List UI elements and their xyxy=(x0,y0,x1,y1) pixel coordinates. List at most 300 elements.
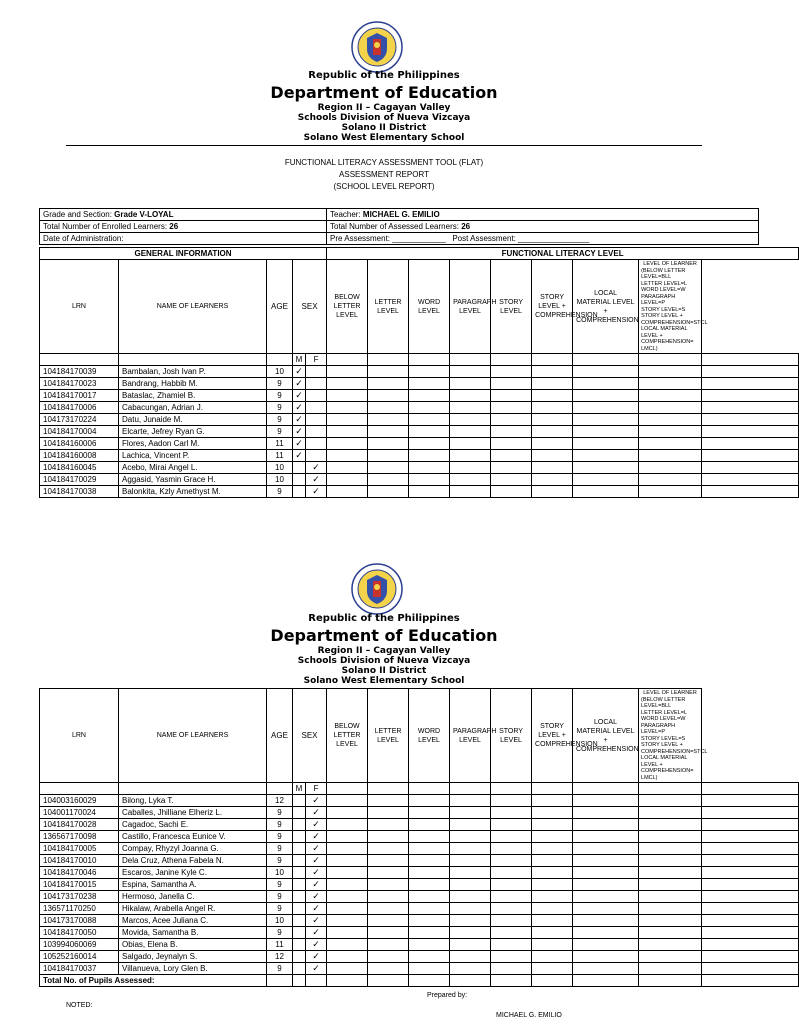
learner-name: Bataslac, Zhamiel B. xyxy=(119,390,267,402)
level-cell xyxy=(368,366,409,378)
level-cell xyxy=(368,795,409,807)
level-cell xyxy=(573,819,639,831)
learner-age: 9 xyxy=(267,843,293,855)
learner-sex-f xyxy=(306,378,327,390)
level-cell xyxy=(491,903,532,915)
department-title: Department of Education xyxy=(270,626,498,645)
level-cell xyxy=(368,426,409,438)
level-cell xyxy=(409,891,450,903)
level-cell xyxy=(491,867,532,879)
col-word: WORD LEVEL xyxy=(409,689,450,783)
learner-sex-m xyxy=(293,891,306,903)
col-story: STORY LEVEL xyxy=(491,689,532,783)
enrolled-cell: Total Number of Enrolled Learners: 26 xyxy=(40,221,327,233)
level-cell xyxy=(368,450,409,462)
level-cell xyxy=(532,426,573,438)
level-cell xyxy=(368,843,409,855)
level-cell xyxy=(450,915,491,927)
level-cell xyxy=(532,462,573,474)
col-letter: LETTER LEVEL xyxy=(368,260,409,354)
col-sex: SEX xyxy=(293,689,327,783)
learner-lrn: 104184170046 xyxy=(40,867,119,879)
level-cell xyxy=(491,402,532,414)
level-cell xyxy=(491,939,532,951)
level-cell xyxy=(409,843,450,855)
level-cell xyxy=(702,903,799,915)
learner-age: 12 xyxy=(267,951,293,963)
report-title-line3: (SCHOOL LEVEL REPORT) xyxy=(333,182,435,191)
level-cell xyxy=(532,939,573,951)
learner-lrn: 104173170088 xyxy=(40,915,119,927)
col-name: NAME OF LEARNERS xyxy=(119,260,267,354)
level-cell xyxy=(327,807,368,819)
level-cell xyxy=(639,867,702,879)
level-cell xyxy=(327,450,368,462)
level-cell xyxy=(573,903,639,915)
learner-age: 9 xyxy=(267,378,293,390)
learner-sex-m xyxy=(293,963,306,975)
col-lrn: LRN xyxy=(40,689,119,783)
level-cell xyxy=(409,474,450,486)
learner-sex-f: ✓ xyxy=(306,819,327,831)
level-cell xyxy=(532,438,573,450)
learner-lrn: 104184170017 xyxy=(40,390,119,402)
learner-name: Villanueva, Lory Glen B. xyxy=(119,963,267,975)
level-cell xyxy=(639,438,702,450)
level-cell xyxy=(702,831,799,843)
learner-name: Castillo, Francesca Eunice V. xyxy=(119,831,267,843)
level-cell xyxy=(702,378,799,390)
learner-sex-f: ✓ xyxy=(306,963,327,975)
level-cell xyxy=(368,879,409,891)
level-cell xyxy=(573,486,639,498)
learner-rows-page2 xyxy=(40,795,799,975)
total-label: Total No. of Pupils Assessed: xyxy=(40,975,267,987)
level-cell xyxy=(491,843,532,855)
level-cell xyxy=(573,795,639,807)
level-cell xyxy=(368,462,409,474)
level-cell xyxy=(491,795,532,807)
level-cell xyxy=(409,831,450,843)
level-cell xyxy=(573,807,639,819)
grade-section-cell: Grade and Section: Grade V-LOYAL xyxy=(40,209,327,221)
level-cell xyxy=(532,807,573,819)
learner-lrn: 104184170037 xyxy=(40,963,119,975)
level-cell xyxy=(639,939,702,951)
level-cell xyxy=(702,366,799,378)
sex-m-label: M xyxy=(293,354,306,366)
learner-row xyxy=(40,795,799,807)
learner-sex-m xyxy=(293,807,306,819)
level-cell xyxy=(639,843,702,855)
learner-age: 9 xyxy=(267,426,293,438)
learner-age: 10 xyxy=(267,474,293,486)
level-cell xyxy=(409,855,450,867)
learner-row xyxy=(40,450,799,462)
level-cell xyxy=(368,963,409,975)
level-cell xyxy=(573,402,639,414)
level-cell xyxy=(639,951,702,963)
level-cell xyxy=(409,462,450,474)
learner-row xyxy=(40,807,799,819)
learner-sex-m xyxy=(293,819,306,831)
learner-age: 9 xyxy=(267,903,293,915)
level-cell xyxy=(368,927,409,939)
col-story: STORY LEVEL xyxy=(491,260,532,354)
total-row xyxy=(40,975,799,987)
level-cell xyxy=(573,462,639,474)
learner-sex-m: ✓ xyxy=(293,390,306,402)
level-cell xyxy=(639,366,702,378)
level-cell xyxy=(573,867,639,879)
level-cell xyxy=(532,867,573,879)
level-cell xyxy=(532,891,573,903)
level-cell xyxy=(327,879,368,891)
learner-sex-f: ✓ xyxy=(306,831,327,843)
learner-sex-m xyxy=(293,867,306,879)
level-cell xyxy=(491,807,532,819)
level-cell xyxy=(450,390,491,402)
learner-row xyxy=(40,366,799,378)
level-cell xyxy=(639,462,702,474)
level-cell xyxy=(702,927,799,939)
level-cell xyxy=(409,915,450,927)
level-cell xyxy=(409,879,450,891)
sex-subheader-row xyxy=(40,354,799,366)
level-cell xyxy=(409,939,450,951)
learner-sex-m: ✓ xyxy=(293,450,306,462)
level-cell xyxy=(532,819,573,831)
level-cell xyxy=(532,450,573,462)
learner-name: Aggasid, Yasmin Grace H. xyxy=(119,474,267,486)
level-cell xyxy=(532,951,573,963)
learner-lrn: 104001170024 xyxy=(40,807,119,819)
level-cell xyxy=(450,963,491,975)
division-label: Schools Division of Nueva Vizcaya xyxy=(297,113,471,123)
district-label: Solano II District xyxy=(341,666,427,676)
level-cell xyxy=(702,438,799,450)
level-cell xyxy=(327,390,368,402)
level-cell xyxy=(702,891,799,903)
level-cell xyxy=(702,819,799,831)
level-cell xyxy=(702,807,799,819)
learner-age: 11 xyxy=(267,450,293,462)
level-cell xyxy=(450,486,491,498)
level-cell xyxy=(409,414,450,426)
learner-name: Hermoso, Janella C. xyxy=(119,891,267,903)
division-label: Schools Division of Nueva Vizcaya xyxy=(297,656,471,666)
level-cell xyxy=(702,843,799,855)
level-cell xyxy=(450,795,491,807)
learner-lrn: 104184160006 xyxy=(40,438,119,450)
level-cell xyxy=(327,486,368,498)
level-cell xyxy=(639,819,702,831)
region-label: Region II – Cagayan Valley xyxy=(317,646,451,656)
learner-sex-m: ✓ xyxy=(293,402,306,414)
level-cell xyxy=(409,963,450,975)
level-cell xyxy=(327,951,368,963)
level-legend: LEVEL OF LEARNER (BELOW LETTER LEVEL=BLL LETTER LEVEL=L WORD LEVEL=W PARAGRAPH LEVEL=P STORY LEVEL=S STORY LEVEL + COMPREHENSION=STCL LOCAL MATERIAL LEVEL + COMPREHENSION= LMCL) xyxy=(639,260,702,354)
department-title: Department of Education xyxy=(270,83,498,102)
learner-age: 9 xyxy=(267,807,293,819)
level-cell xyxy=(327,927,368,939)
learner-sex-m xyxy=(293,879,306,891)
learner-age: 10 xyxy=(267,462,293,474)
learner-age: 9 xyxy=(267,414,293,426)
level-cell xyxy=(450,855,491,867)
learner-sex-f: ✓ xyxy=(306,462,327,474)
learner-row xyxy=(40,831,799,843)
level-cell xyxy=(409,951,450,963)
level-cell xyxy=(368,867,409,879)
level-cell xyxy=(368,891,409,903)
learner-lrn: 104184170039 xyxy=(40,366,119,378)
level-cell xyxy=(702,462,799,474)
level-cell xyxy=(639,402,702,414)
col-name: NAME OF LEARNERS xyxy=(119,689,267,783)
level-cell xyxy=(639,486,702,498)
learner-name: Escaros, Janine Kyle C. xyxy=(119,867,267,879)
learner-sex-m xyxy=(293,903,306,915)
learner-row xyxy=(40,879,799,891)
col-below-letter: BELOW LETTER LEVEL xyxy=(327,689,368,783)
learner-row xyxy=(40,891,799,903)
learner-name: Elcarte, Jefrey Ryan G. xyxy=(119,426,267,438)
level-cell xyxy=(702,414,799,426)
level-cell xyxy=(409,426,450,438)
level-cell xyxy=(327,867,368,879)
level-cell xyxy=(327,366,368,378)
learner-sex-m xyxy=(293,915,306,927)
level-cell xyxy=(450,903,491,915)
level-cell xyxy=(491,927,532,939)
level-cell xyxy=(702,951,799,963)
learner-name: Acebo, Mirai Angel L. xyxy=(119,462,267,474)
level-cell xyxy=(639,426,702,438)
learner-row xyxy=(40,414,799,426)
level-cell xyxy=(702,474,799,486)
report-title xyxy=(0,157,768,193)
level-cell xyxy=(409,438,450,450)
level-cell xyxy=(573,939,639,951)
sex-f-label: F xyxy=(306,783,327,795)
level-cell xyxy=(639,390,702,402)
level-cell xyxy=(702,450,799,462)
level-cell xyxy=(409,378,450,390)
sex-subheader-row xyxy=(40,783,799,795)
level-cell xyxy=(532,903,573,915)
level-cell xyxy=(409,819,450,831)
col-age: AGE xyxy=(267,260,293,354)
level-cell xyxy=(573,438,639,450)
level-legend: LEVEL OF LEARNER (BELOW LETTER LEVEL=BLL LETTER LEVEL=L WORD LEVEL=W PARAGRAPH LEVEL=P STORY LEVEL=S STORY LEVEL + COMPREHENSION=STCL LOCAL MATERIAL LEVEL + COMPREHENSION= LMCL) xyxy=(639,689,702,783)
level-cell xyxy=(639,903,702,915)
learner-sex-m xyxy=(293,855,306,867)
district-label: Solano II District xyxy=(341,123,427,133)
level-cell xyxy=(702,426,799,438)
level-cell xyxy=(491,378,532,390)
learner-lrn: 104184170028 xyxy=(40,819,119,831)
learner-row xyxy=(40,963,799,975)
learner-row xyxy=(40,951,799,963)
learner-name: Espina, Samantha A. xyxy=(119,879,267,891)
level-cell xyxy=(450,831,491,843)
level-cell xyxy=(450,891,491,903)
level-cell xyxy=(702,855,799,867)
sex-f-label: F xyxy=(306,354,327,366)
learner-sex-f xyxy=(306,438,327,450)
level-cell xyxy=(409,927,450,939)
level-cell xyxy=(450,414,491,426)
level-cell xyxy=(702,402,799,414)
level-cell xyxy=(450,450,491,462)
level-cell xyxy=(639,807,702,819)
learner-sex-f xyxy=(306,450,327,462)
learner-sex-f: ✓ xyxy=(306,951,327,963)
learner-sex-f: ✓ xyxy=(306,486,327,498)
level-cell xyxy=(532,390,573,402)
learner-sex-f: ✓ xyxy=(306,855,327,867)
learner-row xyxy=(40,903,799,915)
info-table xyxy=(39,208,759,245)
level-cell xyxy=(532,843,573,855)
level-cell xyxy=(573,927,639,939)
learner-sex-f: ✓ xyxy=(306,474,327,486)
learner-lrn: 104184170015 xyxy=(40,879,119,891)
level-cell xyxy=(327,903,368,915)
learner-row xyxy=(40,426,799,438)
level-cell xyxy=(639,963,702,975)
level-cell xyxy=(573,474,639,486)
learner-age: 9 xyxy=(267,963,293,975)
col-paragraph: PARAGRAPH LEVEL xyxy=(450,260,491,354)
functional-level-header: FUNCTIONAL LITERACY LEVEL xyxy=(327,248,799,260)
learner-row xyxy=(40,462,799,474)
admin-date-cell: Date of Administration: xyxy=(40,233,327,245)
learner-lrn: 104184170050 xyxy=(40,927,119,939)
level-cell xyxy=(573,426,639,438)
level-cell xyxy=(573,843,639,855)
learner-row xyxy=(40,378,799,390)
level-cell xyxy=(450,879,491,891)
learner-sex-m xyxy=(293,474,306,486)
republic-label: Republic of the Philippines xyxy=(308,613,460,624)
learner-sex-m xyxy=(293,462,306,474)
level-cell xyxy=(491,879,532,891)
learner-sex-f: ✓ xyxy=(306,795,327,807)
report-title-line1: FUNCTIONAL LITERACY ASSESSMENT TOOL (FLAT) xyxy=(284,158,484,167)
learner-name: Flores, Aadon Carl M. xyxy=(119,438,267,450)
learner-sex-m: ✓ xyxy=(293,426,306,438)
learner-sex-f xyxy=(306,402,327,414)
col-local-comp: LOCAL MATERIAL LEVEL + COMPREHENSION xyxy=(573,689,639,783)
level-cell xyxy=(532,378,573,390)
col-paragraph: PARAGRAPH LEVEL xyxy=(450,689,491,783)
level-cell xyxy=(450,951,491,963)
learner-lrn: 136567170098 xyxy=(40,831,119,843)
learner-age: 10 xyxy=(267,867,293,879)
level-cell xyxy=(327,438,368,450)
level-cell xyxy=(639,795,702,807)
level-cell xyxy=(491,819,532,831)
level-cell xyxy=(450,366,491,378)
level-cell xyxy=(573,366,639,378)
level-cell xyxy=(368,819,409,831)
level-cell xyxy=(327,915,368,927)
learner-age: 9 xyxy=(267,879,293,891)
level-cell xyxy=(327,402,368,414)
level-cell xyxy=(573,951,639,963)
learner-name: Obias, Elena B. xyxy=(119,939,267,951)
level-cell xyxy=(450,462,491,474)
school-label: Solano West Elementary School xyxy=(303,133,465,143)
level-cell xyxy=(491,414,532,426)
level-cell xyxy=(450,402,491,414)
learner-name: Datu, Junaide M. xyxy=(119,414,267,426)
level-cell xyxy=(327,855,368,867)
level-cell xyxy=(368,855,409,867)
learner-sex-f: ✓ xyxy=(306,903,327,915)
level-cell xyxy=(702,390,799,402)
level-cell xyxy=(639,927,702,939)
learner-age: 9 xyxy=(267,855,293,867)
learner-name: Lachica, Vincent P. xyxy=(119,450,267,462)
level-cell xyxy=(639,414,702,426)
learner-row xyxy=(40,390,799,402)
learner-name: Caballes, Jhilliane Elheriz L. xyxy=(119,807,267,819)
level-cell xyxy=(702,879,799,891)
learner-name: Compay, Rhyzyl Joanna G. xyxy=(119,843,267,855)
level-cell xyxy=(639,891,702,903)
learner-name: Dela Cruz, Athena Fabela N. xyxy=(119,855,267,867)
level-cell xyxy=(532,831,573,843)
level-cell xyxy=(409,486,450,498)
level-cell xyxy=(327,963,368,975)
learner-sex-f: ✓ xyxy=(306,927,327,939)
level-cell xyxy=(368,402,409,414)
learner-name: Movida, Samantha B. xyxy=(119,927,267,939)
col-word: WORD LEVEL xyxy=(409,260,450,354)
learner-age: 9 xyxy=(267,831,293,843)
level-cell xyxy=(409,795,450,807)
assessment-dates-cell: Pre Assessment: ____________ Post Assessment: ________________ xyxy=(327,233,759,245)
level-cell xyxy=(450,378,491,390)
preparer-name: MICHAEL G. EMILIO xyxy=(496,1012,562,1019)
learner-lrn: 104173170238 xyxy=(40,891,119,903)
learner-sex-f xyxy=(306,366,327,378)
level-cell xyxy=(573,855,639,867)
learner-sex-f: ✓ xyxy=(306,915,327,927)
learner-row xyxy=(40,402,799,414)
learner-sex-m: ✓ xyxy=(293,438,306,450)
learner-name: Cabacungan, Adrian J. xyxy=(119,402,267,414)
level-cell xyxy=(573,831,639,843)
level-cell xyxy=(702,963,799,975)
learner-lrn: 104184170006 xyxy=(40,402,119,414)
level-cell xyxy=(409,807,450,819)
level-cell xyxy=(702,915,799,927)
level-cell xyxy=(327,819,368,831)
learner-lrn: 104003160029 xyxy=(40,795,119,807)
learner-row xyxy=(40,867,799,879)
learner-lrn: 103994060069 xyxy=(40,939,119,951)
learner-row xyxy=(40,438,799,450)
level-cell xyxy=(532,927,573,939)
learner-row xyxy=(40,819,799,831)
noted-label: NOTED: xyxy=(66,1002,93,1009)
level-cell xyxy=(532,855,573,867)
learner-row xyxy=(40,474,799,486)
